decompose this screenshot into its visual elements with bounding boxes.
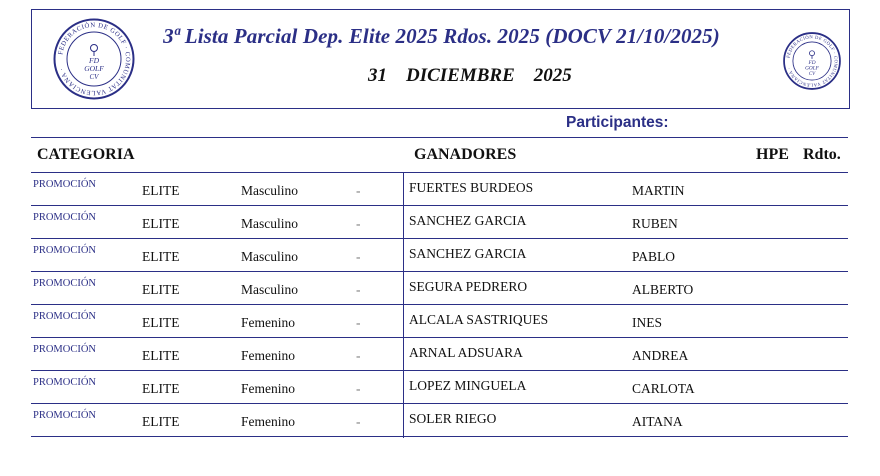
row-gender: Femenino [241,348,295,363]
row-first-name: RUBEN [632,216,678,231]
table-row [31,173,848,206]
row-category: PROMOCIÓN [33,212,97,223]
row-gender: Masculino [241,216,298,231]
column-header-winners: GANADORES [414,146,517,163]
row-first-name: ANDREA [632,348,689,363]
svg-text:CV: CV [89,73,99,81]
row-level: ELITE [142,381,180,396]
row-surname: SANCHEZ GARCIA [409,246,527,261]
row-surname: LOPEZ MINGUELA [409,378,527,393]
row-separator: - [356,414,361,429]
column-header-rdto: Rdto. [803,146,841,163]
row-first-name: CARLOTA [632,381,695,396]
federation-seal-logo-small [783,32,841,90]
row-gender: Femenino [241,315,295,330]
table-row [31,239,848,272]
svg-text:FD: FD [808,59,816,66]
row-divider [31,436,848,437]
row-level: ELITE [142,183,180,198]
row-first-name: AITANA [632,414,683,429]
svg-text:FD: FD [89,56,99,65]
row-level: ELITE [142,414,180,429]
row-surname: SOLER RIEGO [409,411,497,426]
row-gender: Femenino [241,414,295,429]
svg-text:FEDERACIÓN DE GOLF · COMUNITAT: FEDERACIÓN DE GOLF · COMUNITAT VALENCIANA · [57,21,132,97]
row-surname: SEGURA PEDRERO [409,279,528,294]
table-row [31,338,848,371]
row-surname: ARNAL ADSUARA [409,345,523,360]
table-row [31,206,848,239]
row-first-name: ALBERTO [632,282,694,297]
row-separator: - [356,216,361,231]
row-level: ELITE [142,249,180,264]
table-row [31,272,848,305]
row-surname: FUERTES BURDEOS [409,180,534,195]
row-separator: - [356,381,361,396]
row-category: PROMOCIÓN [33,179,97,190]
row-surname: ALCALA SASTRIQUES [409,312,549,327]
svg-text:CV: CV [808,72,816,78]
row-separator: - [356,249,361,264]
row-gender: Masculino [241,282,298,297]
row-gender: Masculino [241,249,298,264]
document-title: 3ª Lista Parcial Dep. Elite 2025 Rdos. 2025 (DOCV 21/10/2025) [163,24,720,48]
row-level: ELITE [142,282,180,297]
row-first-name: MARTIN [632,183,685,198]
row-category: PROMOCIÓN [33,245,97,256]
row-first-name: INES [632,315,662,330]
row-level: ELITE [142,216,180,231]
participants-label: Participantes: [566,114,669,131]
table-row [31,371,848,404]
row-gender: Femenino [241,381,295,396]
table-row [31,305,848,338]
column-header-category: CATEGORIA [37,146,135,163]
row-category: PROMOCIÓN [33,377,97,388]
row-category: PROMOCIÓN [33,344,97,355]
row-separator: - [356,348,361,363]
row-surname: SANCHEZ GARCIA [409,213,527,228]
svg-text:GOLF: GOLF [84,64,104,73]
table-row [31,404,848,437]
document-header [31,9,850,109]
table-top-rule [31,137,848,138]
row-gender: Masculino [241,183,298,198]
svg-text:FEDERACIÓN DE GOLF · COMUNITAT: FEDERACIÓN DE GOLF · COMUNITAT VALENCIANA · [786,35,838,87]
row-first-name: PABLO [632,249,676,264]
document-date: 31 DICIEMBRE 2025 [368,65,572,86]
column-header-hpe: HPE [756,146,789,163]
row-separator: - [356,183,361,198]
row-category: PROMOCIÓN [33,311,97,322]
row-level: ELITE [142,348,180,363]
row-category: PROMOCIÓN [33,278,97,289]
row-category: PROMOCIÓN [33,410,97,421]
row-separator: - [356,315,361,330]
row-separator: - [356,282,361,297]
row-level: ELITE [142,315,180,330]
svg-text:GOLF: GOLF [805,65,819,72]
